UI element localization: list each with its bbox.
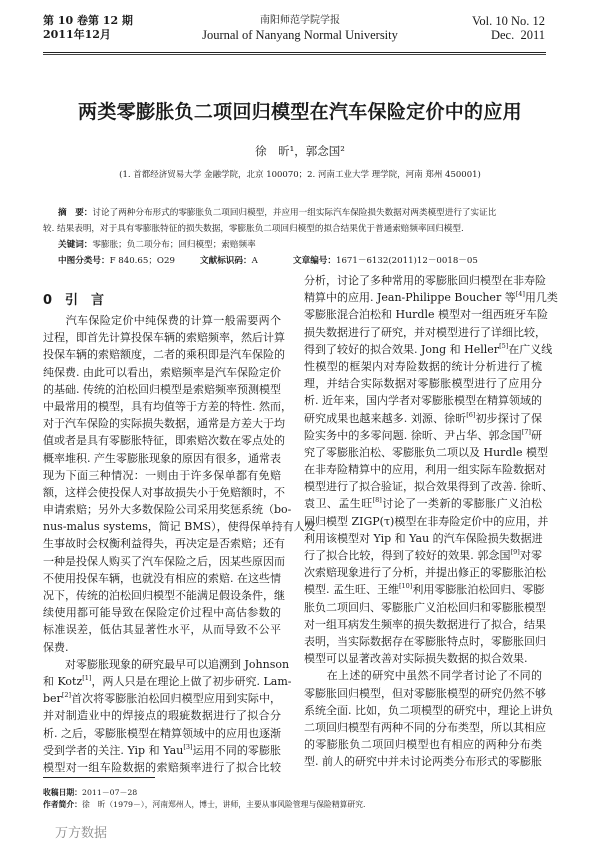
text-line: 值或者是具有零膨胀特征，即索赔次数在零点处的 (43, 434, 285, 448)
text-line: 胀负二项回归、零膨胀广义泊松回归和零膨胀模型 (304, 600, 546, 614)
classification (58, 254, 175, 269)
doc-code-value: A (251, 256, 258, 266)
text-line: 析. 之后，零膨胀模型在精算领域中的应用也逐渐 (43, 726, 281, 740)
text-line: 一种是投保人购买了汽车保险之后，因某些原因而 (43, 554, 285, 568)
citation-ref: [5] (499, 341, 509, 350)
keywords (58, 238, 256, 253)
text-line: 对零膨胀现象的研究最早可以追溯到 Johnson (43, 657, 290, 671)
text-line: 受到学者的关注. Yip 和 Yau[3]运用不同的零膨胀 (43, 742, 281, 757)
abstract-line-1 (58, 206, 496, 221)
text-line: ber[2]首次将零膨胀泊松回归模型应用到实际中， (43, 691, 281, 706)
header-rule (43, 52, 546, 55)
received-label: 收稿日期： (43, 788, 82, 797)
keywords-label: 关键词： (58, 240, 93, 250)
left-column (43, 312, 316, 776)
article-no-label: 文章编号： (293, 256, 336, 266)
text-line: 并对制造业中的焊接点的瑕疵数据进行了拟合分 (43, 709, 281, 723)
text-line: 汽车保险定价中纯保费的计算一般需要两个 (43, 314, 281, 327)
footnote-rule (43, 777, 155, 778)
text-line: 额，这样会使投保人对事故损失小于免赔额时，不 (43, 485, 285, 499)
abstract-label: 摘 要： (58, 208, 93, 218)
clc-value: F 840.65；O29 (109, 256, 175, 266)
bio-text: 徐 昕（1979－），河南郑州人，博士，讲师，主要从事风险管理与保险精算研究. (81, 800, 366, 809)
bio-label: 作者简介： (43, 800, 82, 809)
citation-ref: [2] (61, 691, 72, 700)
text-line: 回归模型 ZIGP(τ)模型在非寿险定价中的应用，并 (304, 514, 549, 528)
citation-ref: [8] (372, 496, 382, 505)
citation-ref: [4] (515, 290, 525, 299)
text-line: 申请索赔；另外大多数保险公司采用奖惩系统（bo- (43, 503, 292, 517)
text-line: 得到了较好的拟合效果. Jong 和 Heller[5]在广义线 (304, 341, 553, 356)
text-line: 投保车辆的索赔额度，二者的乘积即是汽车保险的 (43, 348, 285, 362)
text-line: 二项回归模型有两种不同的分布类型，所以其相应 (304, 720, 546, 734)
citation-ref: [10] (399, 582, 413, 591)
text-line: 的基础. 传统的泊松回归模型是索赔频率预测模型 (43, 382, 281, 396)
article-no-value: 1671－6132(2011)12－0018－05 (335, 256, 478, 266)
text-line: 行了拟合比较，得到了较好的效果. 郭念国[9]对零 (304, 548, 542, 562)
text-line: 性模型的框架内对寿险数据的统计分析进行了梳 (304, 359, 542, 373)
citation-ref: [6] (466, 410, 476, 419)
text-line: 中最常用的模型，具有均值等于方差的特性. 然而， (43, 399, 292, 413)
text-line: 纯保费. 由此可以看出，索赔频率是汽车保险定价 (43, 365, 281, 379)
volume-en-text: Vol. 10 No. 12 (471, 14, 545, 28)
journal-name-en: Journal of Nanyang Normal University (202, 28, 398, 42)
author-bio (43, 799, 366, 810)
watermark: 万方数据 (55, 826, 108, 841)
authors: 徐 昕¹，郭念国² (255, 144, 345, 158)
text-line: 对于汽车保险的实际损失数据，通常是方差大于均 (43, 417, 285, 431)
text-line: 研究成果也越来越多. 刘源、徐昕[6]初步探讨了保 (304, 410, 542, 425)
paper-title: 两类零膨胀负二项回归模型在汽车保险定价中的应用 (78, 101, 522, 123)
text-line: 在非寿险精算中的应用，利用一组实际车险数据对 (304, 463, 546, 477)
volume-en (472, 14, 545, 42)
keywords-text: 零膨胀；负二项分布；回归模型；索赔频率 (92, 240, 256, 250)
text-line: 型. 前人的研究中并未讨论两类分布形式的零膨胀 (304, 755, 542, 769)
text-line: 模型进行了拟合验证，拟合效果得到了改善. 徐昕、 (304, 480, 553, 494)
text-line: 袁卫、孟生旺[8]讨论了一类新的零膨胀广义泊松 (304, 496, 543, 511)
citation-ref: [9] (510, 548, 520, 556)
text-line: 在上述的研究中虽然不同学者讨论了不同的 (304, 669, 542, 683)
text-line: 模型对一组车险数据的索赔频率进行了拟合比较 (43, 760, 281, 774)
text-line: 系统全面. 比如，负二项模型的研究中，理论上讲负 (304, 703, 553, 717)
text-line: 次索赔现象进行了分析，并提出修正的零膨胀泊松 (304, 566, 546, 580)
date-en: Dec. 2011 (490, 28, 545, 42)
article-number (293, 254, 478, 269)
text-line: 究了零膨胀泊松、零膨胀负二项以及 Hurdle 模型 (304, 445, 548, 459)
text-line: 模型可以显著改善对实际损失数据的拟合效果. (304, 652, 528, 666)
text-line: 零膨胀回归模型，但对零膨胀模型的研究仍然不够 (304, 686, 546, 700)
text-line: 分析，讨论了多种常用的零膨胀回归模型在非寿险 (304, 274, 546, 287)
citation-ref: [3] (183, 742, 193, 751)
received-date (43, 787, 137, 798)
text-line: 利用该模型对 Yip 和 Yau 的汽车保险损失数据进 (304, 531, 543, 545)
document-code (200, 254, 258, 269)
abstract-text-1: 讨论了两种分布形式的零膨胀负二项回归模型，并应用一组实际汽车保险损失数据对两类模型进行了实证比 (92, 208, 497, 218)
text-line: 零膨胀混合泊松和 Hurdle 模型对一组西班牙车险 (304, 308, 548, 322)
text-line: 精算中的应用. Jean-Philippe Boucher 等[4]用几类 (304, 290, 558, 305)
text-line: 况下，传统的泊松回归模型不能满足假设条件，继 (43, 589, 285, 602)
text-line: 对一组耳病发生频率的损失数据进行了拟合，结果 (304, 617, 546, 631)
text-line: 损失数据进行了研究，并对模型进行了详细比较， (304, 325, 546, 339)
text-line: 模型. 孟生旺、王维[10]利用零膨胀泊松回归、零膨 (304, 582, 545, 597)
citation-ref: [1] (82, 673, 92, 682)
right-column (304, 272, 558, 770)
text-line: 过程，即首先计算投保车辆的索赔频率，然后计算 (43, 331, 285, 345)
received-value: 2011－07－28 (81, 788, 138, 797)
text-line: 标准误差，低估其显著性水平，从而导致不公平 (43, 623, 281, 637)
text-line: 生事故时会权衡利益得失，再决定是否索赔；还有 (43, 537, 285, 551)
text-line: 现为下面三种情况：一则由于许多保单都有免赔 (43, 468, 281, 482)
citation-ref: [7] (521, 427, 531, 436)
text-line: 表明，当实际数据存在零膨胀特点时，零膨胀回归 (304, 634, 546, 648)
text-line: nus-malus systems，简记 BMS），使得保单持有人发 (43, 520, 316, 534)
text-line: 不使用投保车辆，也就没有相应的索赔. 在这些情 (43, 571, 281, 585)
volume-issue-text: 第 10 卷第 12 期 (43, 14, 133, 27)
text-line: 析. 近年来，国内学者对零膨胀模型在精算领域的 (304, 394, 542, 408)
text-line: 险实务中的多零问题. 徐昕、尹占华、郭念国[7]研 (304, 427, 543, 442)
text-line: 和 Kotz[1]，两人只是在理论上做了初步研究. Lam- (43, 673, 292, 688)
date-cn: 2011年12月 (43, 28, 111, 41)
journal-name-cn: 南阳师范学院学报 (260, 15, 340, 26)
text-line: 理，并结合实际数据对零膨胀模型进行了应用分 (304, 377, 542, 391)
text-line: 的零膨胀负二项回归模型也有相应的两种分布类 (304, 738, 542, 752)
affiliation: (1. 首都经济贸易大学 金融学院，北京 100070；2. 河南工业大学 理学院，河南 郑州 450001) (119, 170, 481, 180)
doc-code-label: 文献标识码： (200, 256, 252, 266)
text-line: 续使用都可能导致在保险定价过程中高估参数的 (43, 606, 281, 620)
text-line: 概率堆积. 产生零膨胀现象的原因有很多，通常表 (43, 451, 281, 465)
text-line: 保费. (43, 640, 69, 654)
section-heading: 0 引 言 (43, 293, 105, 308)
clc-label: 中图分类号： (58, 256, 110, 266)
abstract-line-2: 较. 结果表明，对于具有零膨胀特征的损失数据，零膨胀负二项回归模型的拟合结果优于普通索赔频率回归模型. (43, 224, 464, 234)
